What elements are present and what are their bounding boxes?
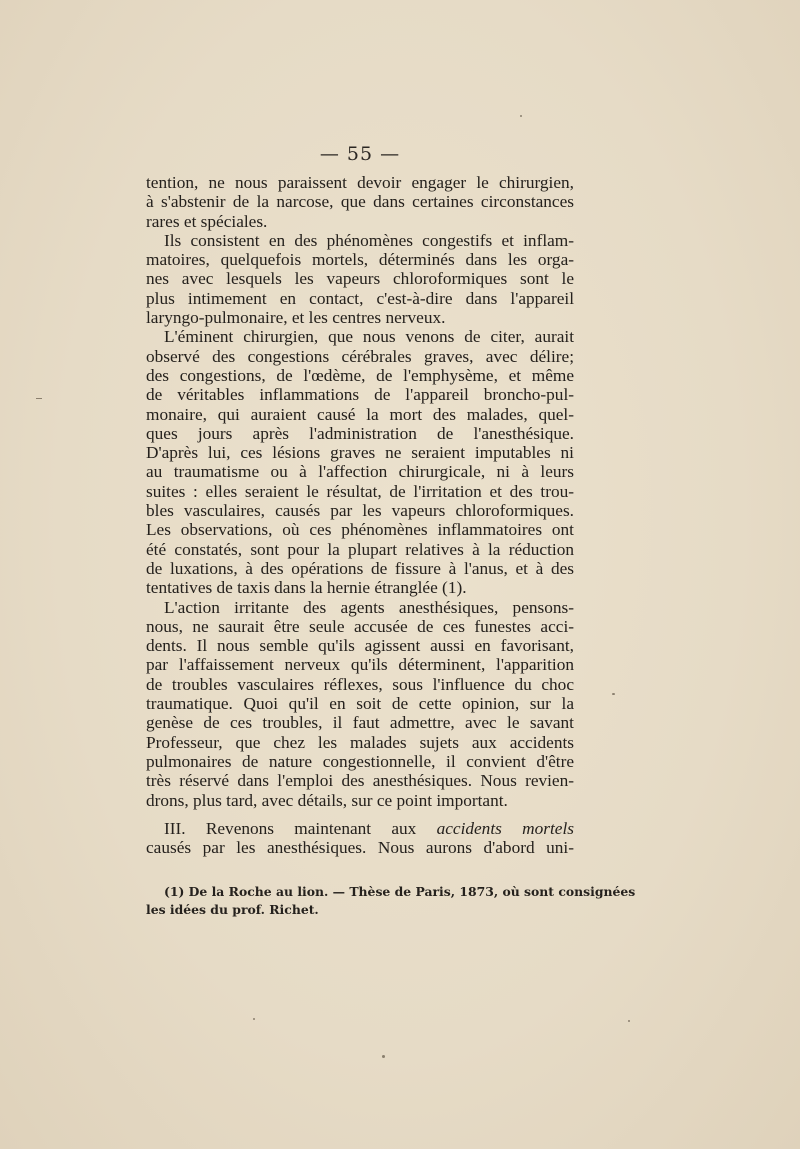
paper-speck bbox=[520, 115, 522, 117]
text-line: très réservé dans l'emploi des anesthésiques. Nous revien- bbox=[146, 771, 574, 791]
text-line: laryngo-pulmonaire, et les centres nerveux. bbox=[146, 308, 446, 328]
text-line: monaire, qui auraient causé la mort des malades, quel- bbox=[146, 404, 574, 424]
text-line: Les observations, où ces phénomènes inflammatoires ont bbox=[146, 520, 574, 540]
text-line: bles vasculaires, causés par les vapeurs chloroformiques. bbox=[146, 501, 574, 521]
section-three-italic: accidents mortels bbox=[436, 818, 574, 838]
text-line: de luxations, à des opérations de fissure à l'anus, et à des bbox=[146, 558, 574, 578]
text-line: tention, ne nous paraissent devoir engager le chirurgien, bbox=[146, 173, 574, 192]
text-line: observé des congestions cérébrales graves, avec délire; bbox=[146, 346, 574, 366]
paper-speck bbox=[253, 1018, 255, 1020]
text-line: tentatives de taxis dans la hernie étranglée (1). bbox=[146, 578, 467, 598]
text-line: rares et spéciales. bbox=[146, 211, 268, 231]
text-line: nous, ne saurait être seule accusée de ces funestes acci- bbox=[146, 616, 574, 636]
text-line: ques jours après l'administration de l'anesthésique. bbox=[146, 423, 574, 443]
paper-speck bbox=[36, 398, 42, 399]
text-line: D'après lui, ces lésions graves ne seraient imputables ni bbox=[146, 443, 574, 463]
paper-speck bbox=[612, 693, 615, 695]
footnote-line: (1) De la Roche au lion. — Thèse de Paris, 1873, où sont consignées bbox=[164, 884, 636, 899]
text-line: de troubles vasculaires réflexes, sous l'influence du choc bbox=[146, 674, 574, 694]
footnote bbox=[146, 883, 636, 919]
text-line: genèse de ces troubles, il faut admettre, avec le savant bbox=[146, 713, 574, 733]
text-line: traumatique. Quoi qu'il en soit de cette opinion, sur la bbox=[146, 694, 574, 714]
text-line: nes avec lesquels les vapeurs chloroformiques sont le bbox=[146, 269, 574, 289]
text-line: L'action irritante des agents anesthésiques, pensons- bbox=[164, 597, 574, 617]
text-line: plus intimement en contact, c'est-à-dire dans l'appareil bbox=[146, 288, 574, 308]
text-line: causés par les anesthésiques. Nous aurons d'abord uni- bbox=[146, 838, 574, 858]
paper-speck bbox=[382, 1055, 385, 1058]
text-line: matoires, quelquefois mortels, déterminés dans les orga- bbox=[146, 250, 574, 270]
text-line: pulmonaires de nature congestionnelle, il convient d'être bbox=[146, 751, 574, 771]
text-line: Professeur, que chez les malades sujets aux accidents bbox=[146, 732, 574, 752]
section-three-line bbox=[146, 819, 574, 838]
text-line: au traumatisme ou à l'affection chirurgicale, ni à leurs bbox=[146, 462, 574, 482]
text-line: dents. Il nous semble qu'ils agissent aussi en favorisant, bbox=[146, 636, 574, 656]
page-number-header: — 55 — bbox=[319, 143, 401, 165]
text-line: été constatés, sont pour la plupart relatives à la réduction bbox=[146, 539, 574, 559]
section-three-text: III. Revenons maintenant aux bbox=[164, 818, 437, 838]
text-line: des congestions, de l'œdème, de l'emphysème, et même bbox=[146, 365, 574, 385]
text-line: Ils consistent en des phénomènes congestifs et inflam- bbox=[164, 230, 574, 250]
text-line: suites : elles seraient le résultat, de l'irritation et des trou- bbox=[146, 481, 574, 501]
text-line: par l'affaissement nerveux qu'ils déterminent, l'apparition bbox=[146, 655, 574, 675]
text-line: de véritables inflammations de l'appareil broncho-pul- bbox=[146, 385, 574, 405]
paper-speck bbox=[628, 1020, 630, 1022]
main-text bbox=[146, 173, 574, 857]
text-line: L'éminent chirurgien, que nous venons de citer, aurait bbox=[164, 327, 574, 347]
text-line: à s'abstenir de la narcose, que dans certaines circonstances bbox=[146, 192, 574, 212]
footnote-line: les idées du prof. Richet. bbox=[146, 902, 319, 917]
text-line: drons, plus tard, avec détails, sur ce point important. bbox=[146, 790, 508, 810]
